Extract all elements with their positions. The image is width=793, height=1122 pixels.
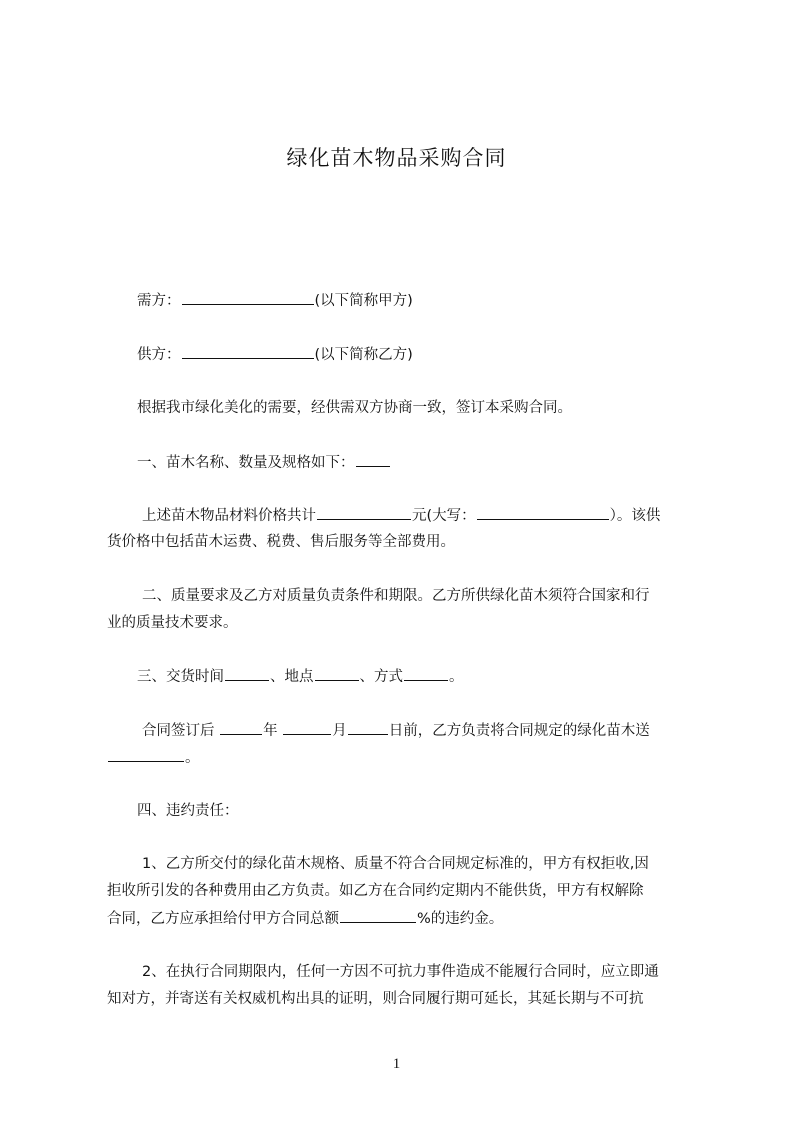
- signing-prefix: 合同签订后: [142, 723, 215, 739]
- delivery-time-blank: [225, 666, 269, 681]
- day-text: 日前，乙方负责将合同规定的绿化苗木送: [388, 723, 650, 739]
- penalty-percent-blank: [340, 908, 416, 923]
- seller-blank: [182, 344, 314, 359]
- page-number: 1: [392, 1056, 401, 1072]
- buyer-line: [137, 290, 413, 311]
- buyer-blank: [182, 290, 314, 305]
- delivery-method-label: 、方式: [359, 669, 403, 685]
- liability-item1-line1: 1、乙方所交付的绿化苗木规格、质量不符合合同规定标准的，甲方有权拒收,因: [142, 856, 649, 872]
- delivery-method-blank: [404, 666, 448, 681]
- year-label: 年: [263, 723, 278, 739]
- liability-item1-line3: [107, 908, 503, 929]
- seller-label: 供方：: [137, 347, 181, 363]
- document-title: 绿化苗木物品采购合同: [286, 146, 507, 170]
- delivery-place-blank: [315, 666, 359, 681]
- year-blank: [220, 720, 262, 735]
- price-mid: 元(大写：: [412, 508, 476, 524]
- section4-heading: 四、违约责任：: [137, 803, 239, 819]
- price-line-2: 货价格中包括苗木运费、税费、售后服务等全部费用。: [107, 534, 455, 550]
- section1-heading: [137, 452, 391, 473]
- liability-item1-line2: 拒收所引发的各种费用由乙方负责。如乙方在合同约定期内不能供货，甲方有权解除: [107, 883, 644, 899]
- seller-suffix: (以下简称乙方): [314, 347, 413, 363]
- signing-line-2: [107, 747, 200, 768]
- price-line: [142, 505, 660, 526]
- section2-line-2: 业的质量技术要求。: [107, 615, 238, 631]
- liability-item1-line3-suffix: %的违约金。: [417, 911, 504, 927]
- liability-item1-line3-prefix: 合同，乙方应承担给付甲方合同总额: [107, 911, 339, 927]
- price-prefix: 上述苗木物品材料价格共计: [142, 508, 316, 524]
- intro-paragraph: 根据我市绿化美化的需要，经供需双方协商一致，签订本采购合同。: [137, 400, 572, 416]
- section2-line-1: 二、质量要求及乙方对质量负责条件和期限。乙方所供绿化苗木须符合国家和行: [142, 588, 650, 604]
- price-capital-blank: [477, 505, 609, 520]
- section1-blank: [356, 452, 390, 467]
- day-blank: [348, 720, 388, 735]
- delivery-place-label: 、地点: [270, 669, 314, 685]
- section1-heading-text: 一、苗木名称、数量及规格如下：: [137, 455, 355, 471]
- delivery-line: [137, 666, 464, 687]
- liability-item2-line1: 2、在执行合同期限内，任何一方因不可抗力事件造成不能履行合同时，应立即通: [142, 964, 659, 980]
- price-suffix: ）。该供: [609, 508, 661, 524]
- delivery-time-label: 三、交货时间: [137, 669, 224, 685]
- liability-item2-line2: 知对方，并寄送有关权威机构出具的证明，则合同履行期可延长，其延长期与不可抗: [107, 991, 644, 1007]
- buyer-label: 需方：: [137, 293, 181, 309]
- month-blank: [283, 720, 331, 735]
- price-amount-blank: [317, 505, 411, 520]
- signing-line2-end: 。: [185, 750, 200, 766]
- buyer-suffix: (以下简称甲方): [314, 293, 413, 309]
- month-label: 月: [332, 723, 347, 739]
- delivery-end: 。: [449, 669, 464, 685]
- signing-line: [142, 720, 650, 741]
- destination-blank: [108, 747, 184, 762]
- seller-line: [137, 344, 413, 365]
